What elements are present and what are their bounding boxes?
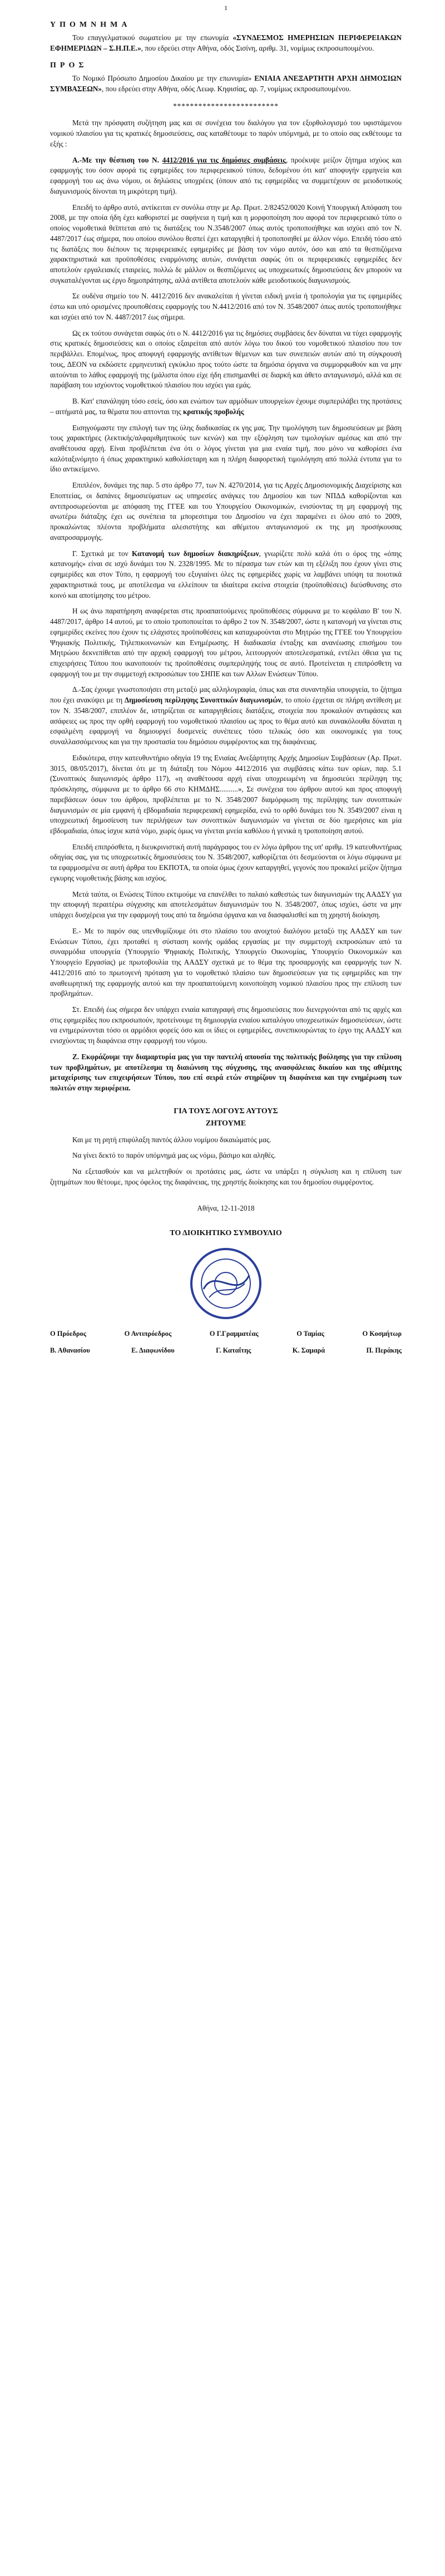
signatory-name: Κ. Σαμαρά [292, 1346, 325, 1354]
memorandum-suffix: , που εδρεύει στην Αθήνα, οδός Σισίνη, αριθμ. 31, νομίμως εκπροσωπουμένου. [141, 43, 374, 52]
closing-text: Να εξετασθούν και να μελετηθούν οι προτάσεις μας, ώστε να υπάρξει η σύγκλιση και η επίλυση των ζητημάτων που θέτουμε, προς όφελος της διαφάνειας, της χρηστής διοίκησης και του δημοσίου συμφέροντος. [50, 1167, 402, 1186]
signatory-role: Ο Κοσμήτωρ [362, 1330, 402, 1338]
memorandum-name: «ΣΥΝΔΕΣΜΟΣ ΗΜΕΡΗΣΙΩΝ ΠΕΡΙΦΕΡΕΙΑΚΩΝ ΕΦΗΜΕΡΙΔΩΝ – Σ.Η.Π.Ε.» [50, 33, 402, 52]
section-c-lead-text: Γ. Σχετικά με τον [72, 549, 132, 558]
closing-sub: ΖΗΤΟΥΜΕ [205, 1119, 246, 1128]
separator: ************************* [173, 101, 279, 110]
section-st-para: Στ. Επειδή έως σήμερα δεν υπάρχει ενιαία καταγραφή στις δημοσιεύσεις που διενεργούνται από τις αρχές και στις εφημερίδες που εκπροσωπούν, προτείνουμε τη δημιουργία ενιαίου καταλόγου υποχρεωτικών δημοσιεύσεων, ώστε να ενημερώνονται τόσο οι αρμόδιοι φορείς όσο και οι ίδιες οι εφημερίδες, συνεπικουρώντας το έργο της ΑΑΔΣΥ και ενισχύοντας τη διαφάνεια στην εφαρμογή του νόμου. [50, 1005, 402, 1045]
memorandum-prefix: Του επαγγελματικού σωματείου με την επωνυμία [72, 33, 233, 42]
section-c-rest: , γνωρίζετε πολύ καλά ότι ο όρος της «όπης κατανομής» είναι σε ισχύ δυνάμει του Ν. 2328/1995. Με το πέρασμα των ετών και τη εξέλιξη που έχουν γίνει στις εφημερίδες και στον Τύπο, η εφαρμογή του εξυγιαίνει όλες τις εφημερίδες χωρίς να λαμβάνει υπόψη τα ποιοτικά χαρακτηριστικά τους, με αποτέλεσμα να ελλείπουν τα ιδιαίτερα εκείνα στοιχεία (προϋποθέσεις) διεύσθυνσης στο κοινό και αποτίμησης του μέτρου. [50, 549, 402, 599]
section-c-bold: Κατανομή των δημοσίων διακηρύξεων [132, 549, 259, 558]
section-b-lead [50, 396, 402, 417]
section-c-lead [50, 549, 402, 601]
signatories-roles [50, 1329, 402, 1339]
recipient [50, 73, 402, 94]
memorandum-sender [50, 33, 402, 53]
section-d-para: Ειδικότερα, στην κατευθυντήριο οδηγία 19 της Ενιαίας Ανεξάρτητης Αρχής Δημοσίων Συμβάσεων (Αρ. Πρωτ. 3015, 08/05/2017), δίνεται ότι με τη διάταξη του Νόμου 4412/2016 για συμβάσεις κάτω των ορίων, παρ. 5.1 (Συνοπτικός διαγωνισμός άρθρο 117), «η αναθέτουσα αρχή είναι υποχρεωμένη να δημοσιεύει περίληψη της πρόσκλησης, σύμφωνα με το άρθρο 66 στο ΚΗΜΔΗΣ..........», Σε συνέχεια του άρθρου αυτού και προς αποφυγή παρεβάσεων όσων του άρθρου, προβλέπεται με το Ν. 3548/2007 διαμόρφωση της περίληψης των συνοπτικών διαγωνισμών σε μία εμφανή ή εβδομαδιαία περιφερειακή εφημερίδα, ενώ το ορθό δυνάμει του Ν. 3549/2007 είναι η υποχρεωτική δημοσίευση των περιλήψεων των συνοπτικών διαγωνισμών να γίνεται σε δύο ημερήσιες και μία εβδομαδιαία, όπως ίσχυε κατά νόμο, χωρίς όμως να γίνεται μνεία καθόλου ή γενικά η τροποποίηση αυτού. [50, 753, 402, 835]
section-a-rest: , προέκυψε μείζον ζήτημα ισχύος και εφαρμογής του όσον αφορά τις εφημερίδες του περιφερειακού τύπου, δεδομένου ότι κατ' αποφυγήν ερμηνεία και εφαρμογή του ως άνω νόμου, οι δηλώσεις υποχρέεις (όπουν από τις εφημερίδες να συμμετέχουν σε μειοδοτικούς διαγωνισμούς δίνονται τη μικρότερη τιμή). [50, 155, 402, 195]
section-d-para: Μετά ταύτα, οι Ενώσεις Τύπου εκτιμούμε να επανέλθει το παλαιό καθεστώς των διαγωνισμών της ΑΑΔΣΥ για την αποφυγή περαιτέρω σύγχυσης και αποτελεσμάτων διαγωνισμών του Ν. 3548/2007, όπως ισχύει, ώστε να μην υπάρχει δυσχέρεια για την εφαρμογή τους από τα δημόσια όργανα και να διασφαλισθεί και τη χρηστή διοίκηση. [50, 889, 402, 920]
section-z-para: Z. Εκφράζουμε την διαμαρτυρία μας για την παντελή απουσία της πολιτικής βούλησης για την επίλυση των προβλημάτων, με αποτέλεσμα τη διαιώνιση της σύγχυσης, της ανασφάλειας δικαίου και της αθέμιτης μεταχείρισης των επιχειρήσεων Τύπου, που επί σειρά ετών στηρίζουν τη διαφάνεια και την ενημέρωση των πολιτών στην περιφέρεια. [50, 1052, 402, 1093]
section-d-para: Επειδή επιπρόσθετα, η διευκρινιστική αυτή παράγραφος του εν λόγω άρθρου της υπ' αριθμ. 19 κατευθυντήριας οδηγίας σας, για τις υποχρεωτικές δημοσιεύσεις του Ν. 3548/2007, καθορίζεται ότι δεσμεύονται οι λόγω σύμφωνα με τα εφαρμοσμένα σε αυτή άρθρα του ΕΚΠΟΤΑ, τα οποία όμως έχουν καταργηθεί, γεγονός που προκαλεί μείζον ζήτημα εγκυρης νομοθετικής βάσης και ισχύος. [50, 842, 402, 882]
signatory-name: Β. Αθανασίου [50, 1346, 90, 1354]
section-b-bold: κρατικής προβολής [182, 407, 244, 416]
stamp-seal-icon [187, 1245, 265, 1323]
signatory-role: Ο Γ.Γραμματέας [209, 1330, 259, 1338]
signatory-name: Γ. Καταΐτης [216, 1346, 251, 1354]
section-d-lead-text: Δ.-Σας έχουμε γνωστοποιήσει στη μεταξύ μας αλληλογραφία, όπως και στα συναντηδία υπουργεία, το ζήτημα που έχει ανακύψει με τη [50, 685, 402, 705]
section-b-lead-text: Β. Κατ' επανάληψη τόσο εσείς, όσο και ενώπιον των αρμόδιων υπουργείων έχουμε συμπεριλάβει της προτάσεις – αιτήματά μας, τα θέματα που απτονται της [50, 397, 402, 416]
section-d-rest: , το οποίο έρχεται σε πλήρη αντίθεση με τον Ν. 3548/2007, επιπλέον δε, ιστηρίζεται σε καταργηθείσες διατάξεις, στοιχεία που προκαλούν αντιφάσεις και ασάφειες ως προς την ορθή εφαρμογή του νομοθετικού πλαισίου ως προς το θέμα αυτό και συνακόλουθα δύναται η εσφαλμένη εφαρμογή να δημιουργεί δυσμενείς συνέπειες τόσο τελικώς όσο και οικονομικές για τους συναλλασσόμενους και για την προστασία του δημόσιου συμφέροντος και της διαφάνειας. [50, 696, 402, 746]
section-b-para: Εισηγούμαστε την επιλογή των της ύλης διαδικασίας εκ γης μας. Την τιμολόγηση των δημοσιεύσεων με βάση τους χαρακτήρες (λεκτικής/αλφαριθμητικούς των κενών) και την εξόφληση των τιμολογίων αμέσως και από την αναθέτουσα αρχή. Είναι προβλέπεται ένα ότι ο λόγος γίνεται για μια εναία τιμή, που μόνο να καθορίσει ένα καλόταξινόμητο ή όπως χαρακτηρικό καθολίσεταρη και η πλήρη διαφορετική τιμολόγηση από πολλά έντυπα για το ίδιο αντικείμενο. [50, 423, 402, 474]
intro-paragraph: Μετά την πρόσφατη συζήτηση μας και σε συνέχεια του διαλόγου για τον εξορθολογισμό του υφιστάμενου νομικού πλαισίου για τις κρατικές δημοσιεύσεις, σας καταθέτουμε το παρόν υπόμνημά, με το οποίο σας εκθέτουμε τα εξής : [50, 119, 402, 148]
section-a-lead-text: Α.-Με την θέσπιση του Ν. [72, 155, 162, 164]
section-d-lead [50, 685, 402, 747]
recipient-suffix: , που εδρεύει στην Αθήνα, οδός Λεωφ. Κηφισίας, αρ. 7, νομίμως εκπροσωπουμένου. [102, 84, 351, 93]
recipient-name: ΕΝΙΑΙΑ ΑΝΕΞΑΡΤΗΤΗ ΑΡΧΗ ΔΗΜΟΣΙΩΝ ΣΥΜΒΑΣΕΩΝ» [50, 74, 402, 93]
signatories-names [50, 1346, 402, 1356]
section-a-para: Επειδή το άρθρο αυτό, αντίκειται εν συνόλω στην με Αρ. Πρωτ. 2/82452/0020 Κοινή Υπουργική Απόφαση του 2008, με την οποία ήδη έχει καθοριστεί με σαφήνεια η τιμή και η μορφοποίηση που αφορά τον περιφερειακό τύπο ο οποίος νομοθετικά θεϊπτεται από τις διατάξεις του Ν.3548/2007 όπως αυτός τροποποιήθηκε και ισχύει από τον Ν. 4487/2017 έως σήμερα, που οποίου συνόλου θεσπεί έχει καταργηθεί ή τροποποιηθεί με άλλον νόμο. Επειδή τόσο από τις διατάξεις που διέπουν τις περιφερειακές εφημερίδες με βάση τον νόμο αυτόν, όσο και από τα θεσπιζόμενα χαρακτηριστικά και προϋποθέσεις εναρμόνισης αυτών, συνάγεται σαφώς ότι οι περιφερειακές εφημερίδες δεν αποτελούν εργαλειακές εταιρείες, πολλώ δε μάλλον οι θεσπιζόμενες ως υποχρεωτικές δημοσιεύσεις δεν μπορούν να συγκαταλέγονται ως έργο δημοπράτησης, αλλά αντίθετα αποτελούν κάθε μειοδοτικούς διαγωνισμούς. [50, 203, 402, 284]
place-date: Αθήνα, 12-11-2018 [197, 1203, 255, 1212]
signatory-name: Ε. Διαφωνίδου [131, 1346, 175, 1354]
section-b-para: Επιπλέον, δυνάμει της παρ. 5 στο άρθρο 77, των Ν. 4270/2014, για τις Αρχές Δημοσιονομικής Διαχείρισης και Εποπτείας, οι δαπάνες δημοσιεύματων ως υπηρεσίες ανάγκες του Δημοσίου και των ΝΠΔΔ καθορίζονται και αντιπροσωρεύονται με απόφαση της ΓΓΕΕ και του Υπουργείου Οικονομικών, ενισύοντας τη μη εφαρμογή της ανωτέρω διάταξης έχει ως συνέπεια τα μπορεσιτιμα του Δημοσίου να έχει παραμένει ει όλου από το 2009, προκαλώντας πλέοντα προβλήματα αλεσιστήτης και αθέμιτου ανταγωνισμού εκ της μη προσήκουσας αναπροσαρμογής. [50, 481, 402, 542]
signatory-role: Ο Πρόεδρος [50, 1330, 86, 1338]
signatory-name: Π. Περάκης [366, 1346, 402, 1354]
signatory-role: Ο Αντιπρόεδρος [124, 1330, 172, 1338]
section-a-law: 4412/2016 για τις δημόσιες συμβάσεις [162, 155, 286, 164]
closing-text: Και με τη ρητή επιφύλαξη παντός άλλου νομίμου δικαιώματός μας. [72, 1135, 271, 1144]
board-heading: ΤΟ ΔΙΟΙΚΗΤΙΚΟ ΣΥΜΒΟΥΛΙΟ [170, 1229, 282, 1238]
closing-heading: ΓΙΑ ΤΟΥΣ ΛΟΓΟΥΣ ΑΥΤΟΥΣ [174, 1107, 278, 1115]
section-d-bold: Δημοσίευση περίληψης Συνοπτικών διαγωνισμών [124, 696, 281, 705]
signatory-role: Ο Ταμίας [296, 1330, 324, 1338]
section-a-lead [50, 155, 402, 197]
section-e-para: Ε.- Με το παρόν σας υπενθυμίζουμε ότι στο πλαίσιο του ανοιχτού διαλόγου μεταξύ της ΑΑΔΣΥ και των Ενώσεων Τύπου, έχει προταθεί η σύσταση κοινής ομάδας εργασίας με την συμμετοχή εκπροσώπων από τα συναρμόδια υπουργεία (Υπουργείο Ψηφιακής Πολιτικής, Υπουργείο Οικονομίας, Υπουργείο Οικονομικών και Υπουργείο Εργασίας) με πρωτοβουλία της ΑΑΔΣΥ σχετικά με το θέμα της προσαρμογής και εφαρμογής των Ν. 4412/2016 από το πρωτογενή πρόταση για το νομοθετικό πλαίσιο των δημοσιεύσεων για τις εφημερίδες και την αναθεωρητική της εφαρμογής αυτού και την προαπαιτούμενη κοινοποίηση νομικού πλαισίου προς την επίλυση των προβλημάτων. [50, 926, 402, 998]
seal-area [50, 1245, 402, 1323]
page-number: 1 [224, 4, 228, 12]
closing-text: Να γίνει δεκτό το παρόν υπόμνημά μας ως νόμω, βάσιμο και αληθές. [72, 1151, 276, 1160]
to-label: ΠΡΟΣ [50, 61, 88, 70]
section-a-para: Σε ουδένα σημείο του Ν. 4412/2016 δεν ανακαλείται ή γίνεται ειδική μνεία ή τροπολογία για τις εφημερίδες έστω και υπό ορισμένες προυποθέσεις εφαρμογής του Ν.4412/2016 από τον Ν. 3548/2007 όπως αυτός τροποποιήθηκε και ισχύει από τον Ν. 4487/2017 έως σήμερα. [50, 292, 402, 321]
memorandum-label: ΥΠΟΜΝΗΜΑ [50, 21, 131, 30]
section-a-para: Ως εκ τούτου συνάγεται σαφώς ότι ο Ν. 4412/2016 για τις δημόσιες συμβάσεις δεν δύναται να τύχει εφαρμογής στις κρατικές δημοσιεύσεις και ο οποίος εξαιρείται από αυτόν λόγω του δικού του νομοθετικού πλαισίου που τον περιβάλλει. Επομένως, προς αποφυγή εφαρμογής αντίθετων θέμενων και των συνεπειών αυτών από τη σύγκρουσή τους, ΔΕΟΝ να εκδώσετε ερμηνευτική εγκύκλιο προς τούτο ώστε τα δημόσια όργανα να συμμορφωθούν και να μην αιτούνται το λάθος εφαρμογή της (μάλιστα όπου είχε ήδη επισημανθεί σε διαρκή και άθετο ανταγωνισμό, αλλά και σε παράβαση του ισχύοντος νομοθετικού πλαισίου που ισχύει για εμάς. [50, 328, 402, 390]
recipient-prefix: Το Νομικό Πρόσωπο Δημοσίου Δικαίου με την επωνυμία» [72, 74, 255, 83]
section-c-para: Η ως άνω παρατήρηση αναφέρεται στις προαπαιτούμενες προϋποθέσεις σύμφωνα με το κεφάλαιο Β' του Ν. 4487/2017, άρθρο 14 αυτού, με το οποίο τροποποιείται το άρθρο 2 τον Ν. 3548/2007, ώστε η κατανομή να γίνεται στις εφημερίδες εκείνες που έχουν τις ελάχιστες προϋποθέσεις και καταχωρούνται στο Μητρώο της ΓΓΕΕ του Υπουργείου Ψηφιακής Πολιτικής, Τηλεπικοινωνιών και Ενημέρωσης. Η διαδικασία ένταξης και ανανέωσης επισήμου του Μητρώου δεκνεπίθεται από την αρχική εφαρμογή του μέτρου, λειτουργούν αποτελεσματικά, εντέλει όθεια για τις επιχειρήσεις Τύπου που ικανοποιούν τις προϋποθέσεις συμπεριληψής τους σε αυτό. Προτείνεται η επιπρόσθετη να εφαρμογή του με την συμμετοχή εκπροσώπων του ΣΗΠΕ και των Αλλων Ενώσεων Τύπου. [50, 607, 402, 678]
